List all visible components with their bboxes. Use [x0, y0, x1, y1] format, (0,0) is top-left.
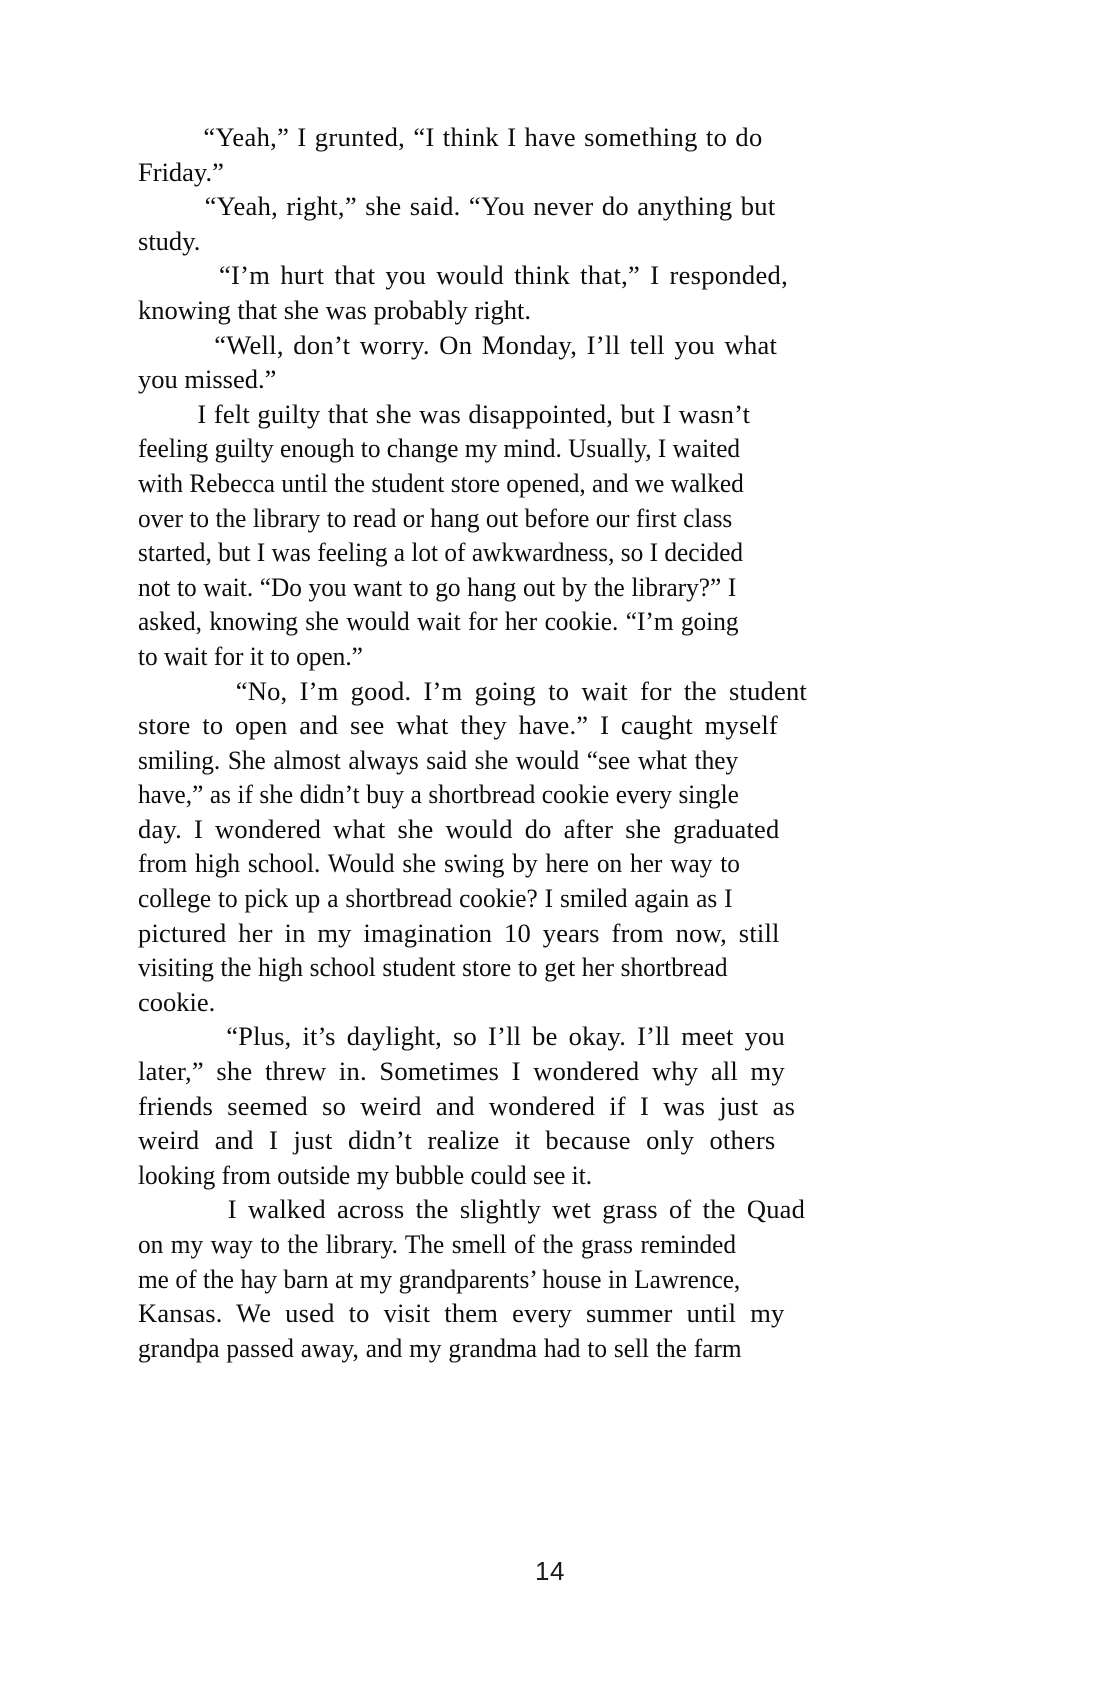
text-line: “Yeah,” I grunted, “I think I have something to do [138, 122, 763, 152]
text-line: to wait for it to open.” [138, 640, 363, 671]
text-line: day. I wondered what she would do after she graduated [138, 813, 780, 844]
text-line: college to pick up a shortbread cookie? I smiled again as I [138, 883, 733, 914]
text-line: on my way to the library. The smell of the grass reminded [138, 1229, 737, 1259]
page-number: 14 [535, 1556, 565, 1586]
text-line: have,” as if she didn’t buy a shortbread cookie every single [138, 779, 739, 810]
text-line: “I’m hurt that you would think that,” I responded, [138, 260, 789, 291]
text-line: me of the hay barn at my grandparents’ house in Lawrence, [138, 1263, 741, 1294]
text-line: “Plus, it’s daylight, so I’ll be okay. I’ll meet you [138, 1021, 785, 1052]
text-line: from high school. Would she swing by here on her way to [138, 848, 740, 879]
text-line: later,” she threw in. Sometimes I wondered why all my [138, 1056, 785, 1087]
text-line: friends seemed so weird and wondered if I was just as [138, 1090, 796, 1121]
text-line: visiting the high school student store to get her shortbread [138, 952, 728, 983]
text-line: knowing that she was probably right. [138, 294, 532, 325]
text-line: over to the library to read or hang out before our first class [138, 502, 733, 533]
text-line: “Well, don’t worry. On Monday, I’ll tell you what [138, 329, 778, 360]
text-line: feeling guilty enough to change my mind. Usually, I waited [138, 433, 741, 464]
text-line: smiling. She almost always said she would “see what they [138, 744, 739, 775]
text-line: “Yeah, right,” she said. “You never do anything but [138, 191, 776, 222]
text-line: you missed.” [138, 364, 277, 395]
text-line: store to open and see what they have.” I caught myself [138, 710, 778, 741]
text-line: Friday.” [138, 156, 224, 187]
text-line: Kansas. We used to visit them every summer until my [138, 1298, 785, 1329]
text-line: started, but I was feeling a lot of awkwardness, so I decided [138, 537, 744, 568]
text-line: looking from outside my bubble could see it. [138, 1159, 593, 1190]
text-line: with Rebecca until the student store opened, and we walked [138, 467, 744, 498]
text-line: weird and I just didn’t realize it because only others [138, 1125, 776, 1156]
text-line: cookie. [138, 986, 216, 1017]
text-line: study. [138, 225, 201, 256]
text-line: pictured her in my imagination 10 years from now, still [138, 917, 780, 948]
text-line: “No, I’m good. I’m going to wait for the student [138, 675, 807, 706]
text-line: I felt guilty that she was disappointed, but I wasn’t [138, 398, 751, 429]
text-line: I walked across the slightly wet grass of the Quad [138, 1194, 806, 1225]
page-text-body [138, 120, 864, 1365]
text-line: grandpa passed away, and my grandma had to sell the farm [138, 1332, 742, 1363]
text-line: asked, knowing she would wait for her cookie. “I’m going [138, 606, 739, 637]
text-line: not to wait. “Do you want to go hang out by the library?” I [138, 571, 737, 602]
